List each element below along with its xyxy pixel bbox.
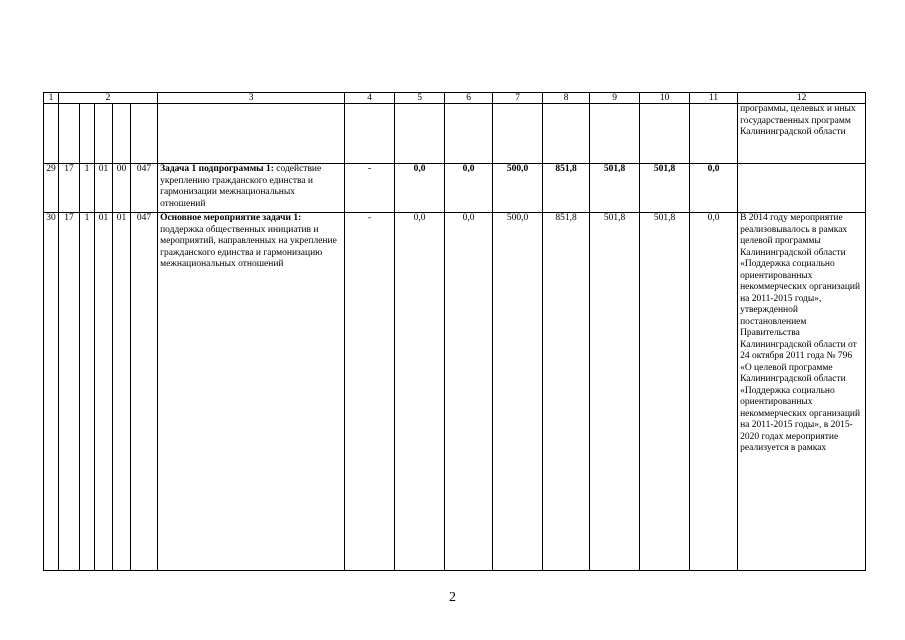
code-e: 047 [131, 213, 158, 571]
header-col-12: 12 [738, 93, 866, 104]
code-b: 1 [80, 164, 95, 213]
row-number: 29 [44, 164, 59, 213]
value-col-6: 0,0 [445, 213, 493, 571]
value-col-5: 0,0 [395, 213, 445, 571]
header-col-7: 7 [493, 93, 543, 104]
header-col-4: 4 [345, 93, 395, 104]
value-col-5: 0,0 [395, 164, 445, 213]
task-name-bold: Задача 1 подпрограммы 1: [160, 164, 274, 174]
code-d: 01 [113, 213, 131, 571]
value-col-10: 501,8 [640, 164, 690, 213]
continuation-row [44, 104, 866, 164]
code-e: 047 [131, 164, 158, 213]
header-col-1: 1 [44, 93, 59, 104]
code-a: 17 [59, 164, 80, 213]
value-col-7: 500,0 [493, 164, 543, 213]
value-col-4: - [345, 213, 395, 571]
header-col-3: 3 [158, 93, 345, 104]
header-col-6: 6 [445, 93, 493, 104]
code-d: 00 [113, 164, 131, 213]
code-a: 17 [59, 213, 80, 571]
value-col-8: 851,8 [543, 213, 590, 571]
value-col-9: 501,8 [590, 164, 640, 213]
header-col-8: 8 [543, 93, 590, 104]
value-col-8: 851,8 [543, 164, 590, 213]
code-c: 01 [95, 164, 113, 213]
continuation-note: программы, целевых и иных государственных программ Калининградской области [738, 104, 866, 164]
value-col-11: 0,0 [690, 164, 738, 213]
report-table [43, 92, 866, 571]
code-c: 01 [95, 213, 113, 571]
row-number: 30 [44, 213, 59, 571]
value-col-4: - [345, 164, 395, 213]
value-col-7: 500,0 [493, 213, 543, 571]
header-col-10: 10 [640, 93, 690, 104]
note-col-12 [738, 164, 866, 213]
header-col-11: 11 [690, 93, 738, 104]
table-row [44, 164, 866, 213]
header-row [44, 93, 866, 104]
note-col-12: В 2014 году мероприятие реализовывалось в рамках целевой программы Калининградской области «Поддержка социально ориентированных некоммерческих организаций на 2011-2015 годы», утвержденной постановлением Правительства Калининградской области от 24 октября 2011 года № 796 «О целевой программе Калининградской области «Поддержка социально ориентированных некоммерческих организаций на 2011-2015 годы», в 2015-2020 годах мероприятие реализуется в рамках [738, 213, 866, 571]
header-col-5: 5 [395, 93, 445, 104]
event-name-bold: Основное мероприятие задачи 1: [160, 213, 302, 223]
value-col-6: 0,0 [445, 164, 493, 213]
task-name-text: содействие укреплению гражданского единства и гармонизации межнациональных отношений [160, 164, 322, 209]
value-col-9: 501,8 [590, 213, 640, 571]
header-col-2: 2 [59, 93, 158, 104]
event-name [158, 213, 345, 571]
value-col-10: 501,8 [640, 213, 690, 571]
header-col-9: 9 [590, 93, 640, 104]
code-b: 1 [80, 213, 95, 571]
value-col-11: 0,0 [690, 213, 738, 571]
task-name [158, 164, 345, 213]
table-row [44, 213, 866, 571]
event-name-text: поддержка общественных инициатив и мероприятий, направленных на укрепление гражданского единства и гармонизацию межнациональных отношений [160, 224, 337, 269]
page-number: 2 [449, 590, 456, 605]
